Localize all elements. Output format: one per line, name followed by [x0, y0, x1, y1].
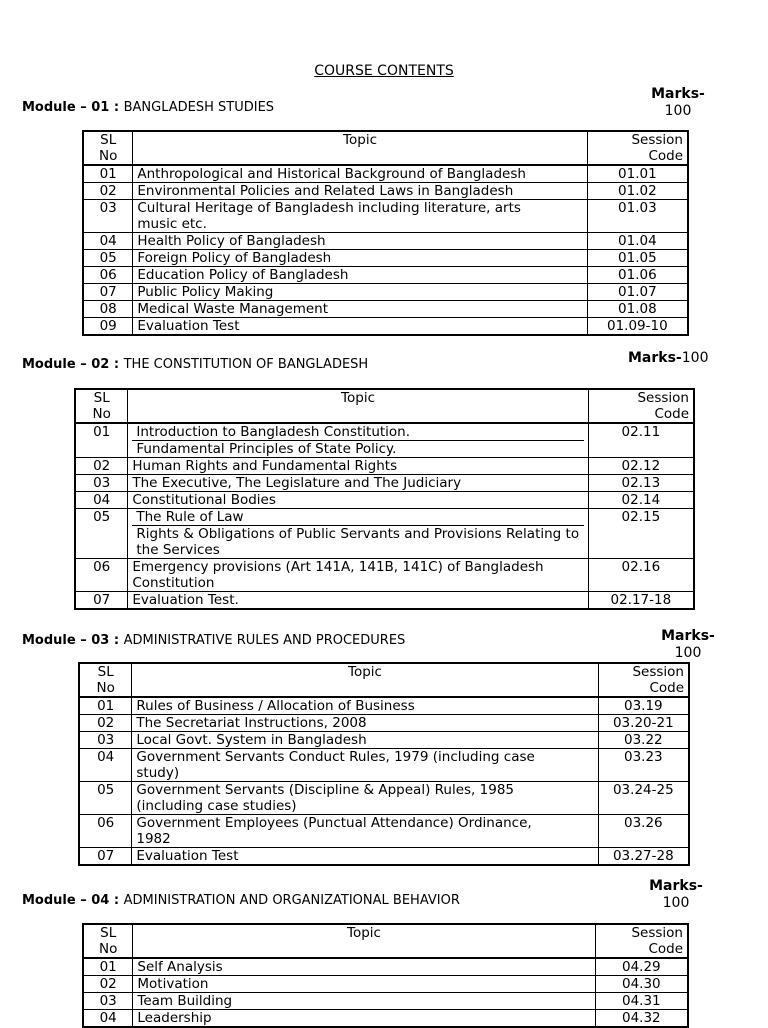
table-row [83, 284, 688, 301]
table-cell: 03 [75, 475, 128, 492]
table-cell: 07 [79, 848, 132, 866]
table-header-row [79, 663, 689, 697]
table-cell: 01 [79, 697, 132, 715]
table-cell: 03.24-25 [598, 782, 689, 815]
module-label: Module – 03 : [22, 633, 120, 648]
table-cell: Rules of Business / Allocation of Business [132, 697, 598, 715]
table-cell: Evaluation Test [133, 318, 587, 336]
table-row [75, 492, 694, 509]
table-row [75, 475, 694, 492]
table-cell: Medical Waste Management [133, 301, 587, 318]
table-cell: The Rule of Law Rights & Obligations of Public Servants and Provisions Relating to the Services [128, 509, 588, 559]
table-cell: 03.26 [598, 815, 689, 848]
table-cell: 04.32 [595, 1010, 688, 1028]
table-cell: The Secretariat Instructions, 2008 [132, 715, 598, 732]
table-cell: Health Policy of Bangladesh [133, 233, 587, 250]
table-cell: 02.11 [588, 423, 694, 458]
table-cell: Anthropological and Historical Background of Bangladesh [133, 165, 587, 183]
table-cell: Team Building [133, 993, 595, 1010]
table-cell: 08 [83, 301, 133, 318]
table-row [83, 250, 688, 267]
table-cell: 04 [75, 492, 128, 509]
module-02-heading [22, 357, 368, 372]
session-code-header: Session Code [595, 924, 688, 958]
module-03-table [78, 662, 690, 866]
table-cell: 03 [83, 993, 133, 1010]
table-cell: 01.09-10 [587, 318, 688, 336]
table-row [79, 749, 689, 782]
table-cell: The Executive, The Legislature and The Judiciary [128, 475, 588, 492]
table-cell: Evaluation Test [132, 848, 598, 866]
table-row [83, 958, 688, 976]
table-row [83, 200, 688, 233]
table-cell: Public Policy Making [133, 284, 587, 301]
table-row [75, 423, 694, 458]
sl-header: SL No [83, 924, 133, 958]
module-03-marks: Marks- 100 [661, 628, 715, 661]
table-cell: 02.16 [588, 559, 694, 592]
table-header-row [75, 389, 694, 423]
table-cell: 07 [75, 592, 128, 610]
table-cell: 04 [79, 749, 132, 782]
table-cell: Constitutional Bodies [128, 492, 588, 509]
table-cell: Human Rights and Fundamental Rights [128, 458, 588, 475]
table-cell: 03.22 [598, 732, 689, 749]
topic-header: Topic [133, 924, 595, 958]
table-cell: 01.03 [587, 200, 688, 233]
table-cell: 01.06 [587, 267, 688, 284]
table-cell: Government Employees (Punctual Attendance) Ordinance, 1982 [132, 815, 598, 848]
table-cell: 01.07 [587, 284, 688, 301]
table-cell: Education Policy of Bangladesh [133, 267, 587, 284]
table-row [83, 318, 688, 336]
table-row [79, 715, 689, 732]
table-cell: Local Govt. System in Bangladesh [132, 732, 598, 749]
table-row [83, 301, 688, 318]
page-title: COURSE CONTENTS [314, 63, 454, 79]
topic-header: Topic [132, 663, 598, 697]
module-01-marks: Marks- 100 [651, 86, 705, 119]
table-row [79, 782, 689, 815]
module-name: THE CONSTITUTION OF BANGLADESH [123, 357, 369, 372]
table-row [83, 267, 688, 284]
table-row [79, 815, 689, 848]
table-cell: Foreign Policy of Bangladesh [133, 250, 587, 267]
table-cell: 06 [79, 815, 132, 848]
module-label: Module – 02 : [22, 357, 120, 372]
table-row [79, 848, 689, 866]
module-02-table [74, 388, 695, 610]
table-cell: 03 [83, 200, 133, 233]
table-cell: 01.08 [587, 301, 688, 318]
table-cell: 03 [79, 732, 132, 749]
table-cell: Introduction to Bangladesh Constitution. Fundamental Principles of State Policy. [128, 423, 588, 458]
sl-header: SL No [83, 131, 133, 165]
table-cell: 05 [79, 782, 132, 815]
table-cell: 01.04 [587, 233, 688, 250]
module-04-table [82, 923, 689, 1028]
sl-header: SL No [79, 663, 132, 697]
session-code-header: Session Code [587, 131, 688, 165]
module-name: BANGLADESH STUDIES [123, 100, 275, 115]
table-row [83, 183, 688, 200]
table-cell: 02.13 [588, 475, 694, 492]
table-row [83, 976, 688, 993]
table-row [83, 993, 688, 1010]
table-cell: 02.12 [588, 458, 694, 475]
table-row [75, 559, 694, 592]
table-cell: 03.20-21 [598, 715, 689, 732]
table-cell: Government Servants (Discipline & Appeal) Rules, 1985 (including case studies) [132, 782, 598, 815]
table-cell: 04.31 [595, 993, 688, 1010]
table-cell: 04 [83, 1010, 133, 1028]
table-row [75, 458, 694, 475]
table-cell: 06 [83, 267, 133, 284]
table-cell: 03.23 [598, 749, 689, 782]
table-cell: Motivation [133, 976, 595, 993]
table-cell: Environmental Policies and Related Laws in Bangladesh [133, 183, 587, 200]
table-cell: 02.17-18 [588, 592, 694, 610]
session-code-header: Session Code [598, 663, 689, 697]
module-03-heading [22, 633, 405, 648]
table-cell: 04.30 [595, 976, 688, 993]
table-cell: Emergency provisions (Art 141A, 141B, 141C) of Bangladesh Constitution [128, 559, 588, 592]
table-cell: Self Analysis [133, 958, 595, 976]
table-cell: 03.27-28 [598, 848, 689, 866]
table-cell: 07 [83, 284, 133, 301]
table-row [83, 233, 688, 250]
table-header-row [83, 131, 688, 165]
module-01-table [82, 130, 689, 336]
table-row [75, 509, 694, 559]
table-cell: 02.14 [588, 492, 694, 509]
module-01-heading [22, 100, 274, 115]
table-cell: 04.29 [595, 958, 688, 976]
session-code-header: Session Code [588, 389, 694, 423]
module-name: ADMINISTRATIVE RULES AND PROCEDURES [123, 633, 406, 648]
table-cell: 01 [83, 165, 133, 183]
table-cell: 06 [75, 559, 128, 592]
table-row [75, 592, 694, 610]
table-cell: Evaluation Test. [128, 592, 588, 610]
table-header-row [83, 924, 688, 958]
table-cell: Leadership [133, 1010, 595, 1028]
table-cell: 03.19 [598, 697, 689, 715]
table-row [83, 165, 688, 183]
table-row [83, 1010, 688, 1028]
module-name: ADMINISTRATION AND ORGANIZATIONAL BEHAVIOR [123, 893, 460, 908]
topic-header: Topic [128, 389, 588, 423]
module-02-marks: Marks-100 [628, 350, 709, 366]
module-label: Module – 04 : [22, 893, 120, 908]
topic-header: Topic [133, 131, 587, 165]
table-cell: 02 [79, 715, 132, 732]
module-label: Module – 01 : [22, 100, 120, 115]
table-cell: Cultural Heritage of Bangladesh including literature, arts music etc. [133, 200, 587, 233]
table-cell: 01.05 [587, 250, 688, 267]
module-04-marks: Marks- 100 [649, 878, 703, 911]
table-cell: Government Servants Conduct Rules, 1979 (including case study) [132, 749, 598, 782]
table-cell: 01.01 [587, 165, 688, 183]
table-cell: 02 [83, 976, 133, 993]
table-cell: 05 [75, 509, 128, 559]
table-cell: 05 [83, 250, 133, 267]
table-cell: 09 [83, 318, 133, 336]
table-row [79, 732, 689, 749]
table-cell: 01 [83, 958, 133, 976]
table-cell: 01.02 [587, 183, 688, 200]
table-cell: 02.15 [588, 509, 694, 559]
table-cell: 02 [75, 458, 128, 475]
table-cell: 01 [75, 423, 128, 458]
table-row [79, 697, 689, 715]
table-cell: 02 [83, 183, 133, 200]
sl-header: SL No [75, 389, 128, 423]
table-cell: 04 [83, 233, 133, 250]
module-04-heading [22, 893, 460, 908]
